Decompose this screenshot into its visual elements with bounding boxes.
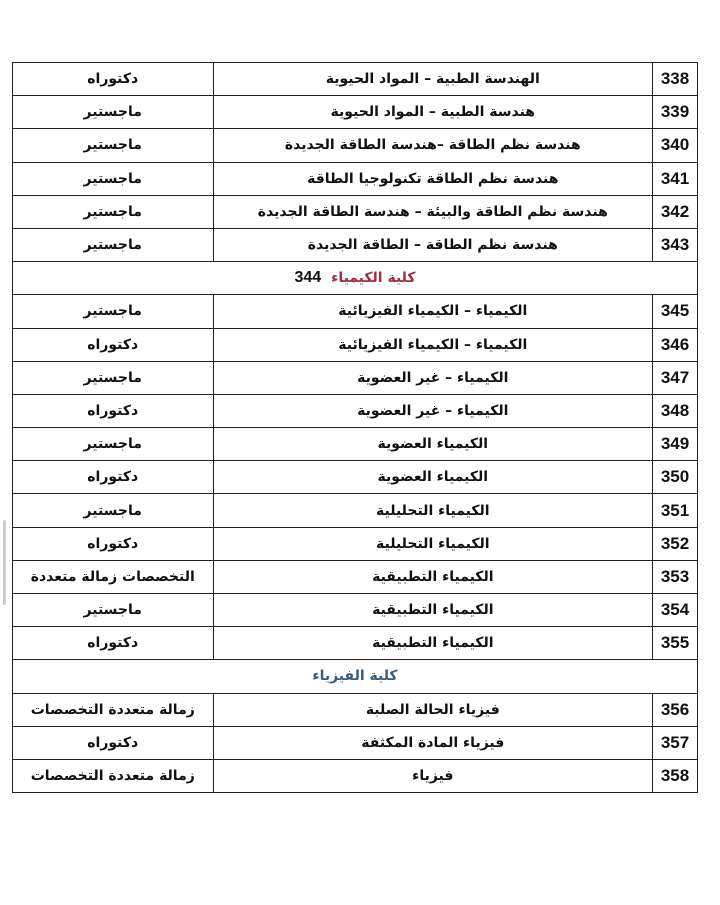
faculty-title: كلية الفيزياء [312,668,398,685]
table-row [13,228,698,261]
program-name: فيزياء الحالة الصلبة [213,693,653,726]
degree-type: ماجستير [13,594,214,627]
program-name: الكيمياء التحليلية [213,494,653,527]
row-number: 349 [653,428,698,461]
degree-type: دكتوراه [13,627,214,660]
degree-type: التخصصات زمالة متعددة [13,560,214,593]
table-row [13,63,698,96]
row-number: 345 [653,295,698,328]
program-name: فيزياء [213,759,653,792]
row-number: 343 [653,228,698,261]
row-number: 354 [653,594,698,627]
table-row [13,394,698,427]
degree-type: دكتوراه [13,726,214,759]
degree-type: دكتوراه [13,328,214,361]
degree-type: ماجستير [13,162,214,195]
table-row [13,627,698,660]
row-number: 355 [653,627,698,660]
table-row [13,428,698,461]
table-row [13,560,698,593]
program-name: الكيمياء التطبيقية [213,594,653,627]
degree-type: دكتوراه [13,461,214,494]
program-name: الكيمياء – الكيمياء الفيزيائية [213,328,653,361]
degree-type: ماجستير [13,96,214,129]
program-name: الهندسة الطبية – المواد الحيوية [213,63,653,96]
program-name: هندسة نظم الطاقة –هندسة الطاقة الجديدة [213,129,653,162]
program-name: هندسة نظم الطاقة – الطاقة الجديدة [213,228,653,261]
program-name: الكيمياء العضوية [213,428,653,461]
table-row [13,494,698,527]
row-number: 341 [653,162,698,195]
degree-type: دكتوراه [13,394,214,427]
row-number: 352 [653,527,698,560]
table-row [13,759,698,792]
table-row [13,328,698,361]
row-number: 353 [653,560,698,593]
table-row [13,162,698,195]
row-number: 357 [653,726,698,759]
row-number: 356 [653,693,698,726]
section-code: 344 [294,269,322,287]
degree-type: دكتوراه [13,63,214,96]
table-row [13,195,698,228]
degree-type: زمالة متعددة التخصصات [13,759,214,792]
row-number: 358 [653,759,698,792]
degree-type: ماجستير [13,228,214,261]
degree-type: ماجستير [13,428,214,461]
program-name: هندسة الطبية – المواد الحيوية [213,96,653,129]
row-number: 346 [653,328,698,361]
row-number: 339 [653,96,698,129]
row-number: 338 [653,63,698,96]
program-name: الكيمياء التحليلية [213,527,653,560]
table-row [13,594,698,627]
row-number: 351 [653,494,698,527]
degree-type: ماجستير [13,195,214,228]
degree-type: زمالة متعددة التخصصات [13,693,214,726]
table-row [13,461,698,494]
table-row [13,129,698,162]
program-name: الكيمياء – غير العضوية [213,361,653,394]
program-name: الكيمياء التطبيقية [213,560,653,593]
table-row [13,693,698,726]
degree-type: ماجستير [13,129,214,162]
degree-type: ماجستير [13,494,214,527]
degree-type: ماجستير [13,295,214,328]
row-number: 347 [653,361,698,394]
row-number: 348 [653,394,698,427]
program-name: الكيمياء العضوية [213,461,653,494]
faculty-title: كلية الكيمياء [331,270,416,287]
degree-type: ماجستير [13,361,214,394]
row-number: 342 [653,195,698,228]
program-name: هندسة نظم الطاقة والبيئة – هندسة الطاقة الجديدة [213,195,653,228]
table-row [13,361,698,394]
section-header [13,262,698,295]
programs-table [12,62,698,793]
section-title-cell [13,660,698,693]
table-row [13,527,698,560]
program-name: الكيمياء التطبيقية [213,627,653,660]
table-row [13,295,698,328]
row-number: 350 [653,461,698,494]
program-name: هندسة نظم الطاقة تكنولوجيا الطاقة [213,162,653,195]
section-header [13,660,698,693]
program-name: الكيمياء – غير العضوية [213,394,653,427]
program-name: فيزياء المادة المكثفة [213,726,653,759]
table-row [13,96,698,129]
degree-type: دكتوراه [13,527,214,560]
section-title-cell [13,262,698,295]
row-number: 340 [653,129,698,162]
table-row [13,726,698,759]
program-name: الكيمياء – الكيمياء الفيزيائية [213,295,653,328]
scrollbar[interactable] [3,520,6,605]
